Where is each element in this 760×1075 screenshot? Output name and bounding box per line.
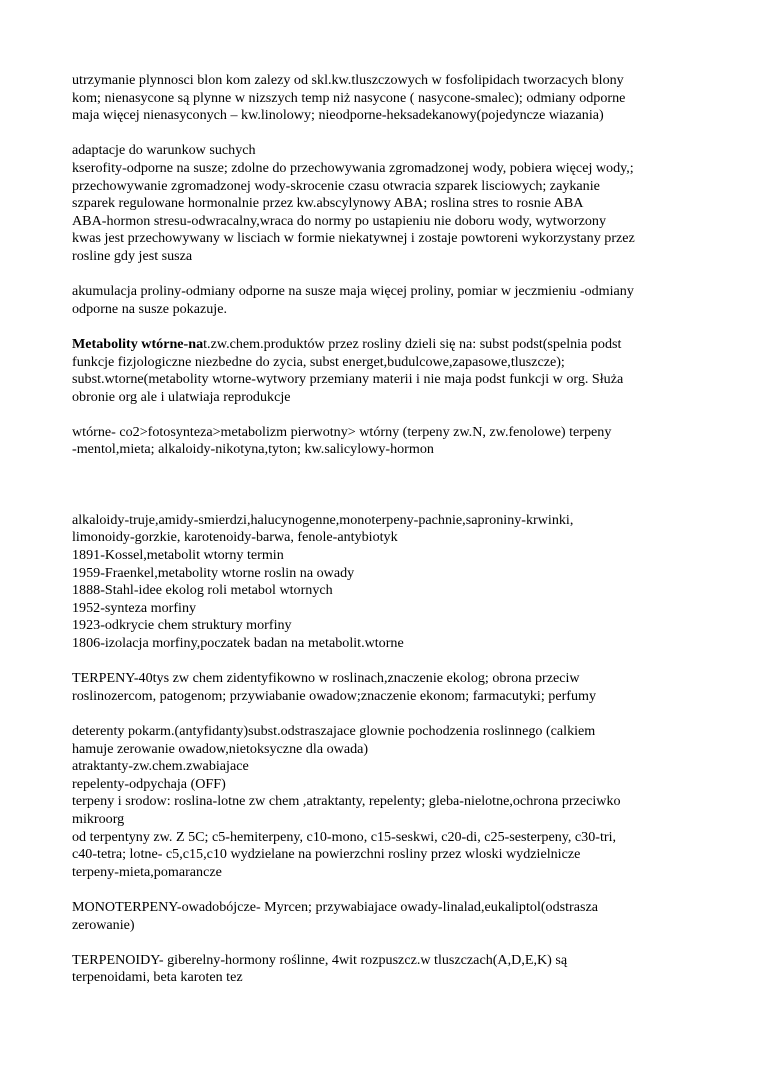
paragraph-gap — [72, 266, 692, 284]
paragraph-drought-adaptation: adaptacje do warunkow suchych kserofity-odporne na susze; zdolne do przechowywania zgromadzonej wody, pobiera więcej wody,; przechowywanie zgromadzonej wody-skrocenie czasu otwracia szparek lisciowych; zaykanie szparek regulowane hormonalnie przez kw.abscylynowy ABA; roslina stres to rosnie ABA ABA-hormon stresu-odwracalny,wraca do normy po ustapieniu nie doboru wody, wytworzony kwas jest przechowywany w lisciach w formie niekatywnej i zostaje powtoreni wykorzystany przez rosline gdy jest susza — [72, 142, 635, 264]
paragraph-secondary-pathway: wtórne- co2>fotosynteza>metabolizm pierwotny> wtórny (terpeny zw.N, zw.fenolowe) terpeny -mentol,mieta; alkaloidy-nikotyna,tyton; kw.salicylowy-hormon — [72, 423, 612, 458]
paragraph-gap — [72, 934, 692, 952]
paragraph-deterrents: deterenty pokarm.(antyfidanty)subst.odstraszajace glownie pochodzenia roslinnego (calkiem hamuje zerowanie owadow,nietoksyczne dla owada) atraktanty-zw.chem.zwabiajace repelenty-odpychaja (OFF) terpeny i srodow: roslina-lotne zw chem ,atraktanty, repelenty; gleba-nielotne,ochrona przeciwko mikroorg od terpentyny zw. Z 5C; c5-hemiterpeny, c10-mono, c15-seskwi, c20-di, c25-sesterpeny, c30-tri, c40-tetra; lotne- c5,c15,c10 wydzielane na powierzchni rosliny przez wloski wydzielnicze terpeny-mieta,pomarancze — [72, 722, 621, 880]
paragraph-proline: akumulacja proliny-odmiany odporne na susze maja więcej proliny, pomiar w jeczmieniu -odmiany odporne na susze pokazuje. — [72, 283, 634, 317]
paragraph-terpenoids: TERPENOIDY- giberelny-hormony roślinne, 4wit rozpuszcz.w tluszczach(A,D,E,K) są terpenoidami, beta karoten tez — [72, 951, 568, 986]
document-body — [72, 72, 692, 987]
paragraph-secondary-metabolites — [72, 336, 692, 406]
paragraph-gap-large — [72, 459, 692, 512]
paragraph-terpenes: TERPENY-40tys zw chem zidentyfikowno w roslinach,znaczenie ekolog; obrona przeciw roslinozercom, patogenom; przywiabanie owadow;znaczenie ekonom; farmacutyki; perfumy — [72, 670, 597, 704]
paragraph-gap — [72, 705, 692, 723]
secondary-metabolites-text: t.zw.chem.produktów przez rosliny dzieli się na: subst podst(spelnia podst funkcje fizjologiczne niezbedne do zycia, subst energet,budulcowe,zapasowe,tluszcze); subst.wtorne(metabolity wtorne-wytwory przemiany materii i nie maja podst funkcji w org. Służa obronie org ale i ulatwiaja reprodukcje — [72, 335, 624, 405]
paragraph-gap — [72, 125, 692, 143]
secondary-metabolites-heading: Metabolity wtórne-na — [72, 335, 204, 352]
paragraph-gap — [72, 653, 692, 671]
paragraph-monoterpenes: MONOTERPENY-owadobójcze- Myrcen; przywabiajace owady-linalad,eukaliptol(odstrasza zerowanie) — [72, 898, 598, 933]
paragraph-gap — [72, 318, 692, 336]
paragraph-gap — [72, 881, 692, 899]
paragraph-gap — [72, 406, 692, 424]
paragraph-membrane-fluidity: utrzymanie plynnosci blon kom zalezy od skl.kw.tluszczowych w fosfolipidach tworzacych blony kom; nienasycone są plynne w nizszych temp niż nasycone ( nasycone-smalec); odmiany odporne maja więcej nienasyconych – kw.linolowy; nieodporne-heksadekanowy(pojedyncze wiazania) — [72, 72, 626, 124]
paragraph-alkaloids-history: alkaloidy-truje,amidy-smierdzi,halucynogenne,monoterpeny-pachnie,saproniny-krwinki, limonoidy-gorzkie, karotenoidy-barwa, fenole-antybiotyk 1891-Kossel,metabolit wtorny termin 1959-Fraenkel,metabolity wtorne roslin na owady 1888-Stahl-idee ekolog roli metabol wtornych 1952-synteza morfiny 1923-odkrycie chem struktury morfiny 1806-izolacja morfiny,poczatek badan na metabolit.wtorne — [72, 511, 574, 652]
